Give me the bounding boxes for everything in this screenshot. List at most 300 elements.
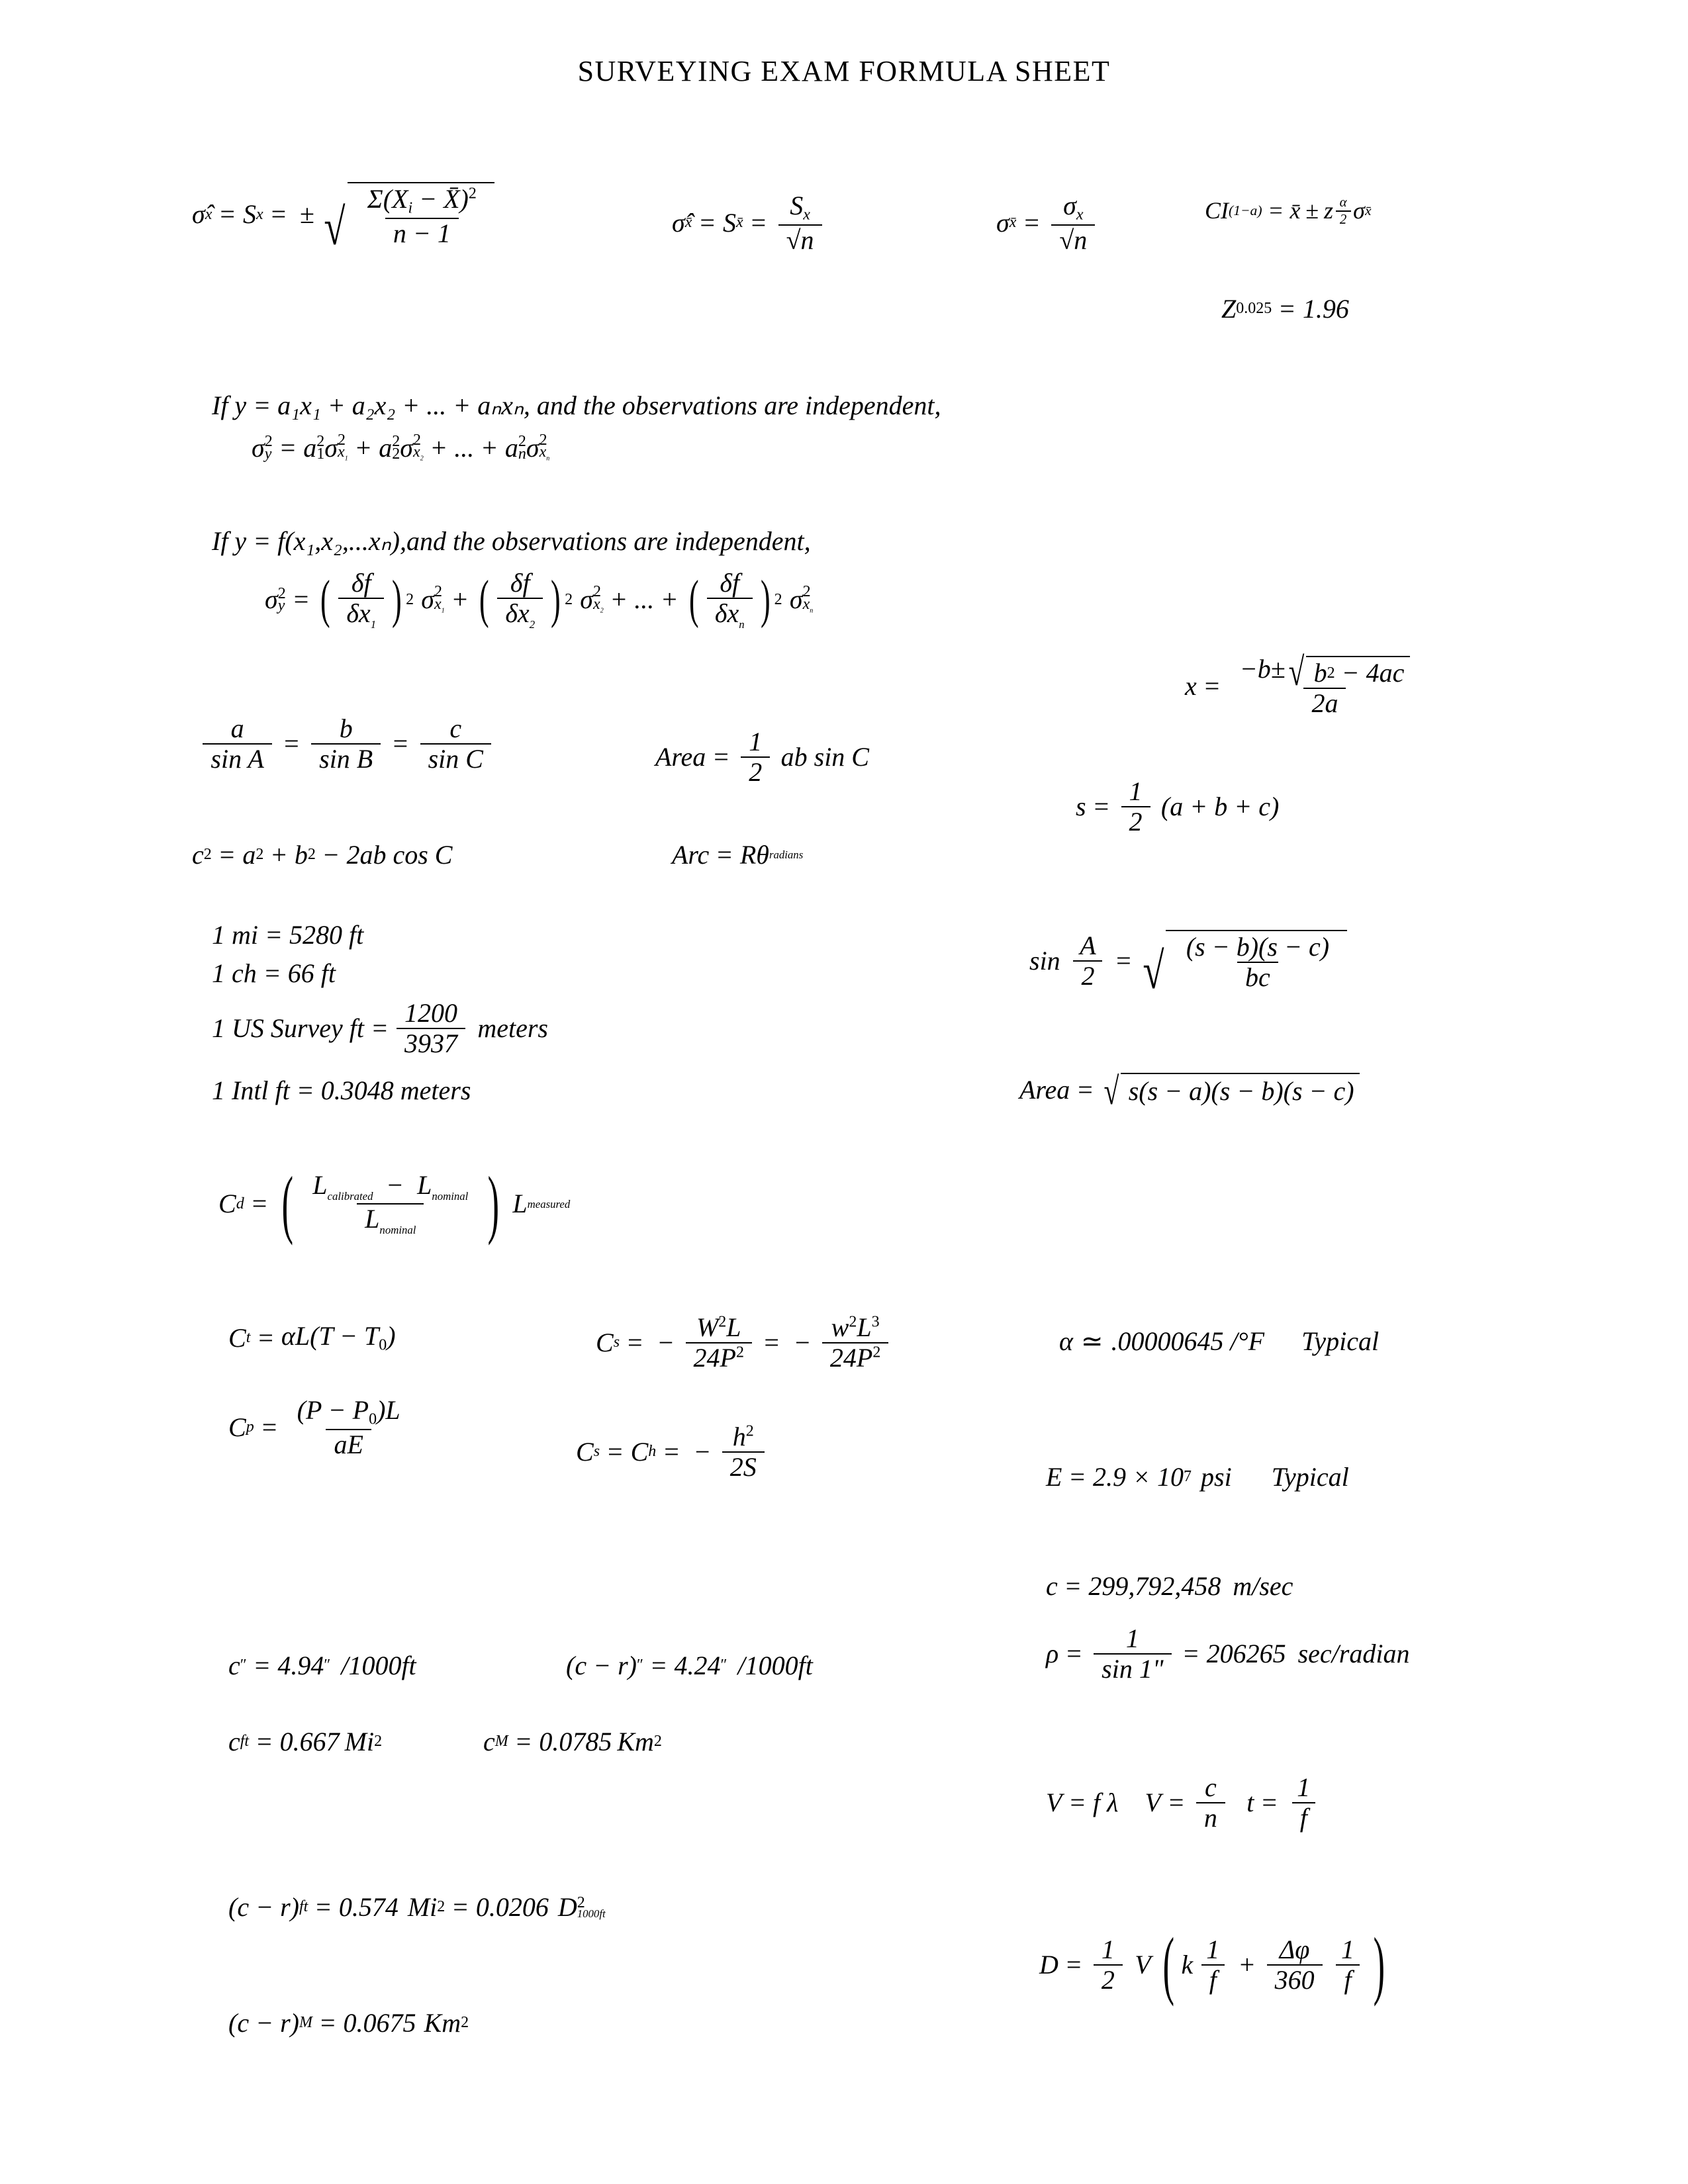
formula-pull-correction <box>228 1396 412 1459</box>
l-nominal-1-sub: nominal <box>432 1190 469 1203</box>
sigma-x2: σ <box>400 432 414 463</box>
rho-equals-2: = <box>1184 1639 1199 1668</box>
sigma-xn-gen-sub: $x_n$ <box>802 596 814 615</box>
sigma-y-general-sub: y <box>277 597 285 615</box>
quadratic-b-sup: 2 <box>1327 664 1335 682</box>
area-half-num: 1 <box>749 727 763 756</box>
s-mean-sub: x̄ <box>735 214 743 232</box>
rho-value: 206265 <box>1206 1639 1286 1668</box>
radical-icon-herons: √ <box>1103 1069 1119 1113</box>
cr-expr-sup: ″ <box>636 1657 643 1674</box>
paren-open-cd: ( <box>281 1161 294 1246</box>
ci-plus-minus: ± <box>1305 197 1319 224</box>
cd-sub: d <box>236 1195 244 1212</box>
formula-cr-ft <box>228 1889 606 1923</box>
formula-sigma-mean: σ x̄ = $\frac{\sigma_x}{√n}$ <box>996 192 1100 254</box>
ci-sigma: σ <box>1353 197 1365 224</box>
z-subscript: 0.025 <box>1236 300 1272 318</box>
cm-equals: = <box>516 1726 532 1756</box>
c-unit: m/sec <box>1233 1570 1293 1601</box>
curv-value-sup: ″ <box>324 1657 331 1674</box>
z-equals: = <box>1280 293 1295 324</box>
formula-cr-seconds <box>566 1648 813 1681</box>
formula-c-ft <box>228 1724 382 1757</box>
conversion-mile: 1 mi = 5280 ft <box>212 920 364 950</box>
sigma-x2-gen: σ <box>580 584 594 615</box>
rho-unit: sec/radian <box>1297 1639 1410 1668</box>
partial-xn: $\delta x_n$ <box>707 598 753 631</box>
ci-mean: x̄ <box>1289 197 1301 224</box>
arc-theta: θ <box>756 839 769 870</box>
cft-unit-sup: 2 <box>374 1733 383 1751</box>
cp-symbol: C <box>228 1412 246 1442</box>
cs-sub: s <box>613 1334 620 1351</box>
l-nominal-1: L <box>417 1170 432 1201</box>
curv-value: 4.94 <box>277 1650 324 1680</box>
us-survey-num: 1200 <box>404 998 457 1028</box>
rho-num: 1 <box>1125 1623 1139 1653</box>
formula-cr-M <box>228 2005 469 2038</box>
distance-k: k <box>1181 1950 1194 1980</box>
distance-D: D <box>1039 1950 1058 1980</box>
an-sup: 2 <box>518 433 526 451</box>
sigma-x2-gen-sup: 2 <box>593 583 602 601</box>
paren-close-1: ) <box>392 570 402 629</box>
ci-sigma-sub: x̄ <box>1364 203 1372 219</box>
us-survey-suffix: meters <box>477 1013 548 1043</box>
formula-law-of-sines: $\frac{a}{\text{sin A}}$ = $\frac{b}{\text{sin B}}$ = $\frac{c}{\text{sin C}}$ <box>199 715 495 773</box>
conversion-us-survey-foot <box>212 999 548 1058</box>
arc-sub: radians <box>769 848 804 862</box>
cs-24P: 24P <box>693 1343 736 1373</box>
distance-half-num: 1 <box>1101 1934 1115 1965</box>
sx-numerator-sub: x <box>803 206 810 224</box>
half-angle-num: (s − b)(s − c) <box>1186 932 1330 962</box>
cd-symbol: C <box>218 1189 236 1219</box>
cs-W: W <box>696 1312 719 1342</box>
partial-f-1: δf <box>351 568 371 598</box>
cs-minus-1: − <box>658 1328 674 1357</box>
sigma-y-sup: 2 <box>264 433 273 451</box>
E-equals: = <box>1070 1461 1085 1492</box>
formula-edm-distance <box>1039 1923 1392 2007</box>
herons-label: Area <box>1019 1074 1070 1105</box>
propagation-general-condition: If y = f(x₁,x₂,...xₙ),and the observations are independent, <box>212 526 811 556</box>
sigma-hat-mean-sub: x̄ <box>684 214 692 232</box>
sum-numerator-rest: − X̄) <box>412 184 469 214</box>
ellipsis-general: ... <box>634 584 655 615</box>
l-measured-sub: measured <box>527 1197 571 1210</box>
formula-confidence-interval: CI (1−a) = x̄ ± z $\frac{\alpha}{2}$ σ x̄ <box>1205 194 1372 227</box>
paren-close-2: ) <box>551 570 561 629</box>
formula-area-sas: Area = $\frac{1}{2}$ ab sin C <box>655 727 869 787</box>
crm-equals: = <box>320 2007 336 2038</box>
ch-symbol: C <box>630 1437 649 1467</box>
alpha-equals: ≃ <box>1081 1326 1103 1356</box>
rho-den: sin 1" <box>1094 1653 1171 1683</box>
sigma-y-general-sup: 2 <box>277 584 286 602</box>
ct-equals: = <box>258 1322 273 1353</box>
crft-equals: = <box>316 1891 331 1922</box>
curv-c: c <box>228 1650 240 1680</box>
time-t: t <box>1246 1788 1254 1817</box>
distance-k-num: 1 <box>1206 1934 1220 1965</box>
sigma-x2-gen-sub: $x_2$ <box>593 596 604 615</box>
s-mean: S <box>722 207 736 238</box>
formula-curvature-seconds <box>228 1648 416 1681</box>
distance-360: 360 <box>1267 1964 1323 1994</box>
loc-b-sup: 2 <box>307 846 316 864</box>
paren-open-n: ( <box>688 570 699 629</box>
curv-unit: /1000ft <box>341 1650 416 1680</box>
formula-semi-perimeter <box>1076 778 1279 836</box>
alpha-value: .00000645 /°F <box>1111 1326 1265 1356</box>
cft-value: 0.667 <box>279 1726 340 1756</box>
distance-plus: + <box>1239 1950 1255 1980</box>
arc-label: Arc <box>672 839 710 870</box>
us-survey-prefix: 1 US Survey ft = <box>212 1013 389 1043</box>
formula-rho <box>1046 1625 1409 1683</box>
cs2-sub: s <box>593 1443 600 1461</box>
E-exponent: 7 <box>1184 1468 1192 1486</box>
sum-index: i <box>408 199 413 217</box>
crft-D-sup: 2 <box>577 1893 585 1911</box>
los-sin-b: sin B <box>311 743 381 773</box>
distance-half-den: 2 <box>1094 1964 1123 1994</box>
cs-equals-2: = <box>764 1328 779 1357</box>
crft-sub: ft <box>299 1898 308 1916</box>
crft-D: D <box>557 1891 577 1922</box>
cr-equals: = <box>651 1650 667 1680</box>
distance-f-num: 1 <box>1341 1934 1354 1965</box>
cs-symbol: C <box>596 1328 614 1357</box>
c-symbol: c <box>1046 1570 1058 1601</box>
l-calibrated: L <box>312 1170 328 1201</box>
crft-expr: (c − r) <box>228 1891 299 1922</box>
a1-sub: 1 <box>316 445 325 463</box>
sigma-xn-sub: $x_n$ <box>539 443 550 463</box>
quadratic-num-prefix: −b± <box>1239 654 1286 684</box>
formula-law-of-cosines: c 2 = a 2 + b 2 − 2ab cos C <box>192 839 453 870</box>
ch-sub: h <box>648 1443 657 1461</box>
half-angle-den: bc <box>1237 962 1278 991</box>
cs2-equals-1: = <box>608 1437 623 1467</box>
an: a <box>504 432 518 463</box>
arc-radius: R <box>739 839 757 870</box>
cd-minus: − <box>387 1170 403 1201</box>
cs2-h: h <box>732 1422 746 1451</box>
radical-icon-quadratic: √ <box>1288 649 1304 694</box>
radical-icon-half-angle: √ <box>1143 942 1164 1000</box>
cs-24P-2-sup: 2 <box>872 1343 881 1361</box>
sigma-xn-gen-sup: 2 <box>802 583 811 601</box>
E-symbol: E <box>1046 1461 1062 1492</box>
cr-value-sup: ″ <box>720 1657 727 1674</box>
sigma-x1-sup: 2 <box>338 431 346 449</box>
loc-a-sup: 2 <box>256 846 264 864</box>
sigma-y-general: σ <box>265 584 278 615</box>
cft-equals: = <box>257 1726 272 1756</box>
cs-w-lower: w <box>831 1312 849 1342</box>
c-equals: = <box>1065 1570 1081 1601</box>
time-equals: = <box>1262 1788 1277 1817</box>
ci-label: CI <box>1205 197 1229 224</box>
distance-delta-phi: Δφ <box>1279 1934 1310 1965</box>
los-a: a <box>230 713 244 743</box>
formula-sample-std-dev: σ̂ x = S x = ± √ $\frac{\Sigma(X_i - X̄)^2}{n - 1}$ <box>192 182 494 248</box>
los-sin-c: sin C <box>420 743 491 773</box>
cm-unit-sup: 2 <box>653 1733 662 1751</box>
sigma-xn-gen: σ <box>789 584 803 615</box>
cp-den: aE <box>326 1429 371 1459</box>
a2-sub: 2 <box>392 445 400 463</box>
los-sin-a: sin A <box>203 743 271 773</box>
herons-equals: = <box>1078 1074 1093 1105</box>
paren-exp-n: 2 <box>774 590 782 608</box>
paren-open-2: ( <box>479 570 489 629</box>
half-angle-equals: = <box>1116 945 1131 976</box>
alpha-note: Typical <box>1301 1326 1380 1356</box>
sigma-x2-sup: 2 <box>413 431 422 449</box>
cm-c: c <box>483 1726 495 1756</box>
crft-unit: Mi <box>407 1891 438 1922</box>
sum-denominator: n − 1 <box>385 218 459 248</box>
l-measured: L <box>512 1189 528 1219</box>
distance-k-den: f <box>1201 1964 1225 1994</box>
crm-unit-sup: 2 <box>461 2014 469 2032</box>
sigma-hat-mean: σ̂ <box>672 207 685 238</box>
formula-velocity-group <box>1046 1774 1323 1832</box>
quadratic-rad-rest: − 4ac <box>1341 658 1405 688</box>
paren-open-distance: ( <box>1162 1923 1174 2007</box>
conversion-intl-foot: 1 Intl ft = 0.3048 meters <box>212 1075 471 1105</box>
velocity-f-lambda: f λ <box>1093 1788 1119 1817</box>
cr-unit: /1000ft <box>737 1650 813 1680</box>
crm-sub: M <box>299 2014 312 2032</box>
cr-expr: (c − r) <box>566 1650 637 1680</box>
alpha-symbol: α <box>1059 1326 1073 1356</box>
sigma-x1: σ <box>324 432 338 463</box>
los-b: b <box>339 713 353 743</box>
velocity-V2: V <box>1145 1788 1161 1817</box>
sigma-x1-sub: $x_1$ <box>338 443 348 463</box>
formula-c-M <box>483 1724 662 1757</box>
partial-f-n: δf <box>720 568 740 598</box>
an-sub: n <box>518 445 526 463</box>
ci-alpha: α <box>1339 194 1347 210</box>
quadratic-equals: = <box>1204 671 1220 702</box>
loc-a: a <box>242 839 256 870</box>
quadratic-b: b <box>1313 658 1327 688</box>
us-survey-den: 3937 <box>397 1028 465 1058</box>
loc-c-sup: 2 <box>203 846 212 864</box>
formula-half-angle <box>1029 930 1347 1000</box>
sx-numerator: S <box>790 191 804 220</box>
sigma-mean: σ <box>996 207 1009 238</box>
sigma-y: σ <box>252 432 265 463</box>
velocity-equals-1: = <box>1070 1788 1085 1817</box>
formula-std-error-mean: σ̂ x̄ = S x̄ = $\frac{S_x}{√n}$ <box>672 192 826 254</box>
velocity-equals-2: = <box>1168 1788 1184 1817</box>
velocity-V: V <box>1046 1788 1062 1817</box>
constant-alpha <box>1059 1324 1379 1357</box>
cft-c: c <box>228 1726 240 1756</box>
loc-c: c <box>192 839 204 870</box>
E-note: Typical <box>1271 1461 1349 1492</box>
sqrt-n-denominator: √n <box>778 224 822 254</box>
crft-D-sub: 1000ft <box>577 1907 606 1920</box>
sigma-y-sub: y <box>264 445 272 463</box>
cm-unit: Km <box>617 1726 654 1756</box>
sigma-hat-x-sub: x <box>205 205 212 223</box>
sigma-x-numerator: σ <box>1063 191 1076 220</box>
l-nominal-2-sub: nominal <box>379 1224 416 1237</box>
z-value: 1.96 <box>1302 293 1349 324</box>
half-angle-A: A <box>1080 930 1096 960</box>
cd-equals: = <box>252 1189 267 1219</box>
formula-propagation-general: σ 2 y = ( $\frac{\delta f}{\delta x_1}$ ) 2 σ 2 $x_1$ + ( $\frac{\delta f}{\delta x_2}$ ) 2 σ 2 $x_2$ + ... + ( $\frac{\delta f}{\delta x_n}$ ) 2 σ 2 $x_n$ <box>265 568 814 631</box>
semi-perimeter-rest: (a + b + c) <box>1160 792 1280 821</box>
sigma-xn-sup: 2 <box>539 431 547 449</box>
rho-equals: = <box>1066 1639 1082 1668</box>
quadratic-x: x <box>1185 671 1197 702</box>
cs2-minus: − <box>694 1437 710 1467</box>
cs-L2: L <box>857 1312 872 1342</box>
paren-close-n: ) <box>761 570 771 629</box>
crft-value2: 0.0206 <box>475 1891 549 1922</box>
half-angle-sin: sin <box>1029 945 1060 976</box>
sigma-x-numerator-sub: x <box>1076 206 1084 224</box>
distance-f-den: f <box>1336 1964 1359 1994</box>
cp-num-sub: 0 <box>369 1410 377 1428</box>
area-sas-rest: ab sin C <box>780 742 869 772</box>
cs-equals: = <box>628 1328 643 1357</box>
loc-b: b <box>294 839 308 870</box>
ct-rhs: αL(T − T0) <box>281 1321 396 1354</box>
cs-minus-2: − <box>794 1328 810 1357</box>
cs-w-lower-sup: 2 <box>849 1313 857 1331</box>
cr-value: 4.24 <box>674 1650 721 1680</box>
partial-f-2: δf <box>510 568 530 598</box>
paren-close-distance: ) <box>1374 1923 1385 2007</box>
page-title: SURVEYING EXAM FORMULA SHEET <box>577 55 1111 87</box>
formula-slope-correction <box>576 1423 769 1481</box>
z-symbol: Z <box>1221 293 1237 324</box>
sigma-x1-gen-sup: 2 <box>434 583 443 601</box>
cp-num: (P − P <box>297 1395 369 1425</box>
area-sas-label: Area <box>655 742 706 772</box>
curv-c-sup: ″ <box>240 1657 247 1674</box>
loc-rest: 2ab cos C <box>346 839 453 870</box>
sum-numerator: Σ(X <box>367 184 408 214</box>
formula-temperature-correction <box>228 1320 396 1355</box>
sigma-xn: σ <box>526 432 539 463</box>
sum-exponent: 2 <box>468 185 477 203</box>
ci-subscript: (1−a) <box>1229 203 1262 219</box>
s-x-sub: x <box>256 205 263 223</box>
ct-sub: t <box>246 1329 251 1346</box>
crm-expr: (c − r) <box>228 2007 299 2038</box>
plus-minus-sign: ± <box>299 199 314 230</box>
cft-unit: Mi <box>344 1726 375 1756</box>
velocity-n: n <box>1196 1802 1225 1832</box>
a1-sup: 2 <box>316 433 325 451</box>
c-value: 299,792,458 <box>1088 1570 1221 1601</box>
sqrt-n-denominator-2: √n <box>1051 224 1095 254</box>
partial-x1: $\delta x_1$ <box>338 598 384 631</box>
cs2-h-sup: 2 <box>745 1422 754 1440</box>
ci-two: 2 <box>1336 210 1351 227</box>
cs-L2-sup: 3 <box>871 1313 880 1331</box>
E-mantissa: 2.9 × 10 <box>1093 1461 1184 1492</box>
los-c: c <box>449 713 462 743</box>
constant-speed-of-light <box>1046 1569 1293 1602</box>
formula-quadratic <box>1185 649 1423 719</box>
sigma-x2-sub: $x_2$ <box>413 443 424 463</box>
formula-tape-length-correction <box>218 1161 571 1246</box>
crft-unit-sup: 2 <box>437 1898 445 1916</box>
cp-equals: = <box>261 1412 277 1442</box>
cp-num-end: )L <box>377 1395 400 1425</box>
formula-arc <box>672 837 803 870</box>
arc-equals: = <box>717 839 732 870</box>
ellipsis-linear: ... <box>454 432 475 463</box>
l-calibrated-sub: calibrated <box>327 1190 373 1203</box>
a2: a <box>379 432 393 463</box>
ci-z: z <box>1324 197 1334 224</box>
paren-open-1: ( <box>320 570 330 629</box>
cs-24P-2: 24P <box>829 1343 873 1373</box>
l-nominal-2: L <box>365 1204 380 1234</box>
paren-exp-2: 2 <box>565 590 573 608</box>
paren-close-cd: ) <box>487 1161 499 1246</box>
conversion-chain: 1 ch = 66 ft <box>212 958 336 988</box>
half-angle-2: 2 <box>1073 960 1102 990</box>
curv-equals: = <box>254 1650 270 1680</box>
crm-value: 0.0675 <box>343 2007 416 2038</box>
quadratic-denominator: 2a <box>1303 688 1346 717</box>
cm-sub: M <box>494 1733 508 1751</box>
radical-icon: √ <box>324 198 346 256</box>
cp-sub: p <box>246 1418 254 1436</box>
rho-symbol: ρ <box>1046 1639 1059 1668</box>
sigma-x1-gen: σ <box>421 584 435 615</box>
partial-x2: $\delta x_2$ <box>497 598 543 631</box>
formula-herons <box>1019 1069 1360 1113</box>
cft-sub: ft <box>240 1733 250 1751</box>
cs2-equals-2: = <box>664 1437 679 1467</box>
ct-symbol: C <box>228 1322 246 1353</box>
paren-exp-1: 2 <box>406 590 414 608</box>
formula-z-value <box>1221 291 1349 324</box>
semi-perimeter-equals: = <box>1094 792 1109 821</box>
semi-half-den: 2 <box>1121 806 1150 836</box>
time-den: f <box>1292 1802 1315 1832</box>
a1: a <box>303 432 317 463</box>
area-half-den: 2 <box>741 756 770 786</box>
time-num: 1 <box>1297 1772 1311 1802</box>
s-x: S <box>242 199 256 230</box>
sigma-hat-x: σ̂ <box>192 199 205 230</box>
formula-sag-correction <box>596 1314 893 1372</box>
sigma-mean-sub: x̄ <box>1009 214 1017 232</box>
crft-equals-2: = <box>453 1891 468 1922</box>
cs2-den: 2S <box>722 1451 765 1481</box>
cs-24P-sup: 2 <box>735 1343 744 1361</box>
distance-equals: = <box>1066 1950 1082 1980</box>
crft-value: 0.574 <box>338 1891 399 1922</box>
a2-sup: 2 <box>392 433 400 451</box>
